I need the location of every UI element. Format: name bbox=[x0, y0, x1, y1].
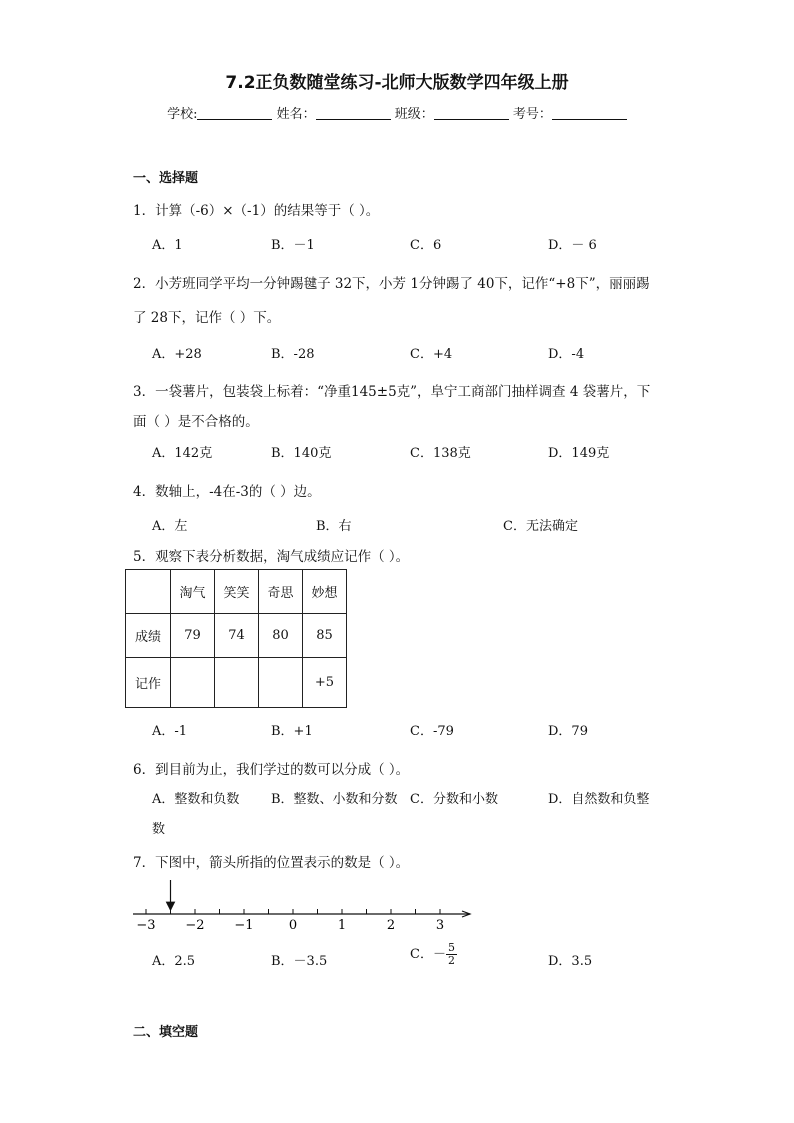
table-cell bbox=[259, 658, 303, 708]
school-label: 学校: bbox=[167, 107, 198, 122]
table-cell: 74 bbox=[215, 614, 259, 658]
name-blank bbox=[316, 106, 391, 120]
q7-option-d: D．3.5 bbox=[548, 954, 593, 969]
student-info-line bbox=[0, 103, 794, 122]
table-cell: 79 bbox=[171, 614, 215, 658]
q6-option-a: A．整数和负数 bbox=[152, 792, 240, 807]
exam-no-label: 考号： bbox=[512, 107, 552, 122]
table-row-label: 记作 bbox=[126, 658, 171, 708]
section-heading-choice: 一、选择题 bbox=[133, 171, 199, 186]
axis-tick-label: 2 bbox=[386, 918, 396, 933]
q7-option-c bbox=[410, 942, 457, 967]
class-label: 班级： bbox=[394, 107, 434, 122]
q4-option-b: B．右 bbox=[316, 519, 352, 534]
exam-no-blank bbox=[552, 106, 627, 120]
axis-ticks bbox=[146, 909, 440, 914]
score-table bbox=[125, 569, 347, 708]
table-row-label: 成绩 bbox=[126, 614, 171, 658]
q5-option-c: C．-79 bbox=[410, 724, 454, 739]
q1-option-a: A．1 bbox=[152, 238, 183, 253]
section-heading-fill-blank: 二、填空题 bbox=[133, 1025, 199, 1040]
q7-option-b: B．－3.5 bbox=[271, 954, 328, 969]
q3-option-b: B．140克 bbox=[271, 446, 332, 461]
q3-option-d: D．149克 bbox=[548, 446, 610, 461]
table-cell: +5 bbox=[303, 658, 347, 708]
fraction-denominator: 2 bbox=[447, 954, 455, 967]
fraction bbox=[446, 942, 457, 967]
q4-option-a: A．左 bbox=[152, 519, 188, 534]
q5-option-a: A．-1 bbox=[152, 724, 188, 739]
table-row-score bbox=[126, 614, 347, 658]
axis-tick-label: −2 bbox=[185, 918, 205, 933]
q6-option-d: D．自然数和负整 bbox=[548, 792, 650, 807]
table-cell bbox=[215, 658, 259, 708]
table-cell: 80 bbox=[259, 614, 303, 658]
question-4: 4．数轴上，-4在-3的（ ）边。 bbox=[133, 484, 321, 500]
table-cell bbox=[171, 658, 215, 708]
question-6: 6．到目前为止，我们学过的数可以分成（ ）。 bbox=[133, 762, 410, 778]
q3-option-c: C．138克 bbox=[410, 446, 471, 461]
question-2-line-1: 2．小芳班同学平均一分钟踢毽子 32下，小芳 1分钟踢了 40下，记作“+8下”，丽丽踢 bbox=[133, 276, 650, 292]
table-header-miaoxiang: 妙想 bbox=[303, 570, 347, 614]
axis-tick-label: 3 bbox=[435, 918, 445, 933]
table-header-qisi: 奇思 bbox=[259, 570, 303, 614]
axis-tick-label: 0 bbox=[288, 918, 298, 933]
name-label: 姓名： bbox=[276, 107, 316, 122]
q6-option-d-continued: 数 bbox=[152, 822, 166, 837]
table-cell: 85 bbox=[303, 614, 347, 658]
table-row-record bbox=[126, 658, 347, 708]
q3-option-a: A．142克 bbox=[152, 446, 213, 461]
question-3-line-2: 面（ ）是不合格的。 bbox=[133, 414, 259, 430]
q7-option-c-prefix: C．－ bbox=[410, 947, 446, 962]
q2-option-a: A．+28 bbox=[152, 347, 202, 362]
table-header-xiaoxiao: 笑笑 bbox=[215, 570, 259, 614]
axis-tick-label: 1 bbox=[337, 918, 347, 933]
school-blank bbox=[197, 106, 272, 120]
table-header-row bbox=[126, 570, 347, 614]
question-5: 5．观察下表分析数据，淘气成绩应记作（ ）。 bbox=[133, 549, 410, 565]
fraction-numerator: 5 bbox=[447, 941, 455, 954]
table-cell bbox=[126, 570, 171, 614]
class-blank bbox=[434, 106, 509, 120]
number-line bbox=[128, 876, 478, 936]
q5-option-b: B．+1 bbox=[271, 724, 313, 739]
q2-option-c: C．+4 bbox=[410, 347, 453, 362]
question-7: 7．下图中，箭头所指的位置表示的数是（ ）。 bbox=[133, 855, 410, 871]
page-title: 7.2正负数随堂练习-北师大版数学四年级上册 bbox=[225, 73, 569, 93]
q5-option-d: D．79 bbox=[548, 724, 588, 739]
question-3-line-1: 3．一袋薯片，包装袋上标着：“净重145±5克”，阜宁工商部门抽样调查 4 袋薯片，下 bbox=[133, 384, 651, 400]
q1-option-c: C．6 bbox=[410, 238, 442, 253]
q2-option-b: B．-28 bbox=[271, 347, 315, 362]
question-1: 1．计算（-6）×（-1）的结果等于（ ）。 bbox=[133, 203, 380, 219]
axis-labels bbox=[136, 918, 444, 933]
q2-option-d: D．-4 bbox=[548, 347, 585, 362]
axis-tick-label: −3 bbox=[136, 918, 156, 933]
q1-option-d: D．－ 6 bbox=[548, 238, 597, 253]
q6-option-c: C．分数和小数 bbox=[410, 792, 498, 807]
axis-tick-label: −1 bbox=[234, 918, 254, 933]
q4-option-c: C．无法确定 bbox=[503, 519, 578, 534]
question-2-line-2: 了 28下，记作（ ）下。 bbox=[133, 310, 281, 326]
q6-option-b: B．整数、小数和分数 bbox=[271, 792, 398, 807]
table-header-taoqi: 淘气 bbox=[171, 570, 215, 614]
q1-option-b: B．－1 bbox=[271, 238, 315, 253]
q7-option-a: A．2.5 bbox=[152, 954, 196, 969]
